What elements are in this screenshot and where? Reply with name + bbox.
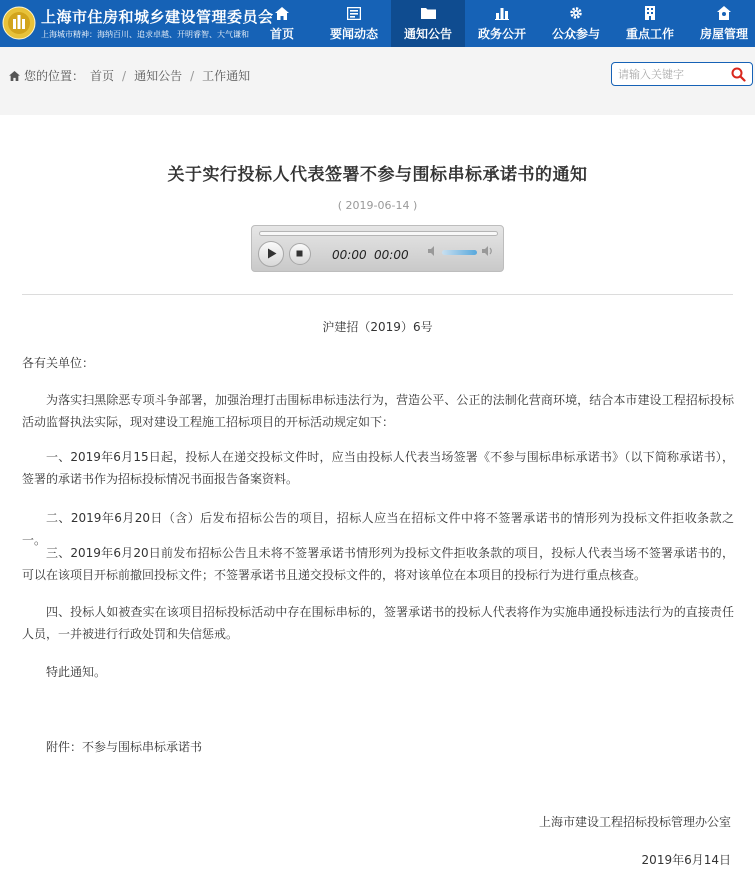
nav-item-label: 重点工作 (625, 27, 674, 41)
issue-date: 2019年6月14日 (641, 853, 731, 867)
home-icon (9, 71, 20, 81)
search-icon[interactable] (731, 67, 746, 82)
paragraph: 为落实扫黑除恶专项斗争部署，加强治理打击围标串标违法行为，营造公平、公正的法制化营商环境，结合本市建设工程招标投标活动监督执法实际，现对建设工程施工招标项目的开标活动规定如下： (22, 393, 734, 429)
breadcrumb (9, 67, 250, 84)
document-number: 沪建招（2019）6号 (322, 320, 433, 334)
nav-item-label: 政务公开 (477, 27, 526, 41)
article-title: 关于实行投标人代表签署不参与围标串标承诺书的通知 (167, 165, 588, 185)
volume-slider[interactable] (442, 250, 477, 255)
breadcrumb-prefix: 您的位置： (24, 69, 85, 83)
news-icon (347, 5, 361, 21)
stop-icon (289, 243, 311, 265)
site-title[interactable]: 上海市住房和城乡建设管理委员会 (41, 8, 274, 26)
nav-item-label: 通知公告 (403, 27, 452, 41)
paragraph: 一、2019年6月15日起，投标人在递交投标文件时，应当由投标人代表当场签署《不参与围标串标承诺书》（以下简称承诺书），签署的承诺书作为招标投标情况书面报告备案资料。 (22, 450, 734, 486)
search-box (611, 62, 753, 86)
chart-icon (495, 5, 509, 21)
nav-item-label: 公众参与 (551, 27, 600, 41)
site-logo[interactable] (0, 0, 36, 47)
nav-item-news[interactable] (317, 0, 391, 47)
nav-item-public[interactable] (539, 0, 613, 47)
nav-item-notices[interactable] (391, 0, 465, 47)
nav-item-housing[interactable] (687, 0, 755, 47)
breadcrumb-home[interactable]: 首页 (90, 69, 115, 83)
paragraph: 二、2019年6月20日（含）后发布招标公告的项目，招标人应当在招标文件中将不签署承诺书的情形列为投标文件拒收条款之一。 (22, 511, 734, 547)
breadcrumb-separator: / (190, 68, 195, 83)
house-icon (717, 5, 731, 21)
audio-current-time: 00:00 (332, 248, 367, 262)
gear-icon (569, 5, 583, 21)
breadcrumb-notices[interactable]: 通知公告 (134, 69, 183, 83)
play-button[interactable] (258, 241, 284, 267)
nav-item-home[interactable] (247, 0, 317, 47)
nav-item-key-work[interactable] (613, 0, 687, 47)
site-header (0, 0, 755, 47)
article-date: ( 2019-06-14 ) (337, 199, 418, 212)
building-icon (644, 5, 656, 21)
stop-button[interactable] (289, 243, 311, 265)
attachment-link[interactable]: 附件：不参与围标串标承诺书 (46, 740, 203, 754)
nav-item-label: 房屋管理 (699, 27, 748, 41)
home-icon (275, 5, 289, 21)
play-icon (258, 241, 284, 267)
paragraph: 特此通知。 (46, 665, 107, 679)
audio-duration: 00:00 (374, 248, 409, 262)
issuing-office: 上海市建设工程招标投标管理办公室 (538, 815, 731, 829)
mute-icon[interactable] (427, 245, 439, 257)
breadcrumb-separator: / (122, 68, 127, 83)
nav-item-label: 首页 (269, 27, 294, 41)
paragraph: 三、2019年6月20日前发布招标公告且未将不签署承诺书情形列为投标文件拒收条款的项目，投标人代表当场不签署承诺书的，可以在该项目开标前撤回投标文件；不签署承诺书且递交投标文件的，将对该单位在本项目的投标行为进行重点核查。 (22, 546, 734, 582)
article-divider (22, 294, 733, 295)
salutation: 各有关单位： (22, 356, 95, 370)
main-nav (247, 0, 755, 47)
breadcrumb-bar (0, 47, 755, 115)
folder-icon (421, 5, 436, 21)
search-input[interactable] (618, 65, 728, 83)
nav-item-label: 要闻动态 (329, 27, 378, 41)
audio-player (251, 225, 504, 272)
site-slogan: 上海城市精神：海纳百川、追求卓越、开明睿智、大气谦和 (41, 30, 249, 39)
volume-max-icon[interactable] (482, 245, 494, 257)
audio-progress-track[interactable] (259, 231, 498, 236)
paragraph: 四、投标人如被查实在该项目招标投标活动中存在围标串标的，签署承诺书的投标人代表将作为实施串通投标违法行为的直接责任人员，一并被进行行政处罚和失信惩戒。 (22, 605, 734, 641)
breadcrumb-work-notices[interactable]: 工作通知 (202, 69, 251, 83)
nav-item-gov-info[interactable] (465, 0, 539, 47)
